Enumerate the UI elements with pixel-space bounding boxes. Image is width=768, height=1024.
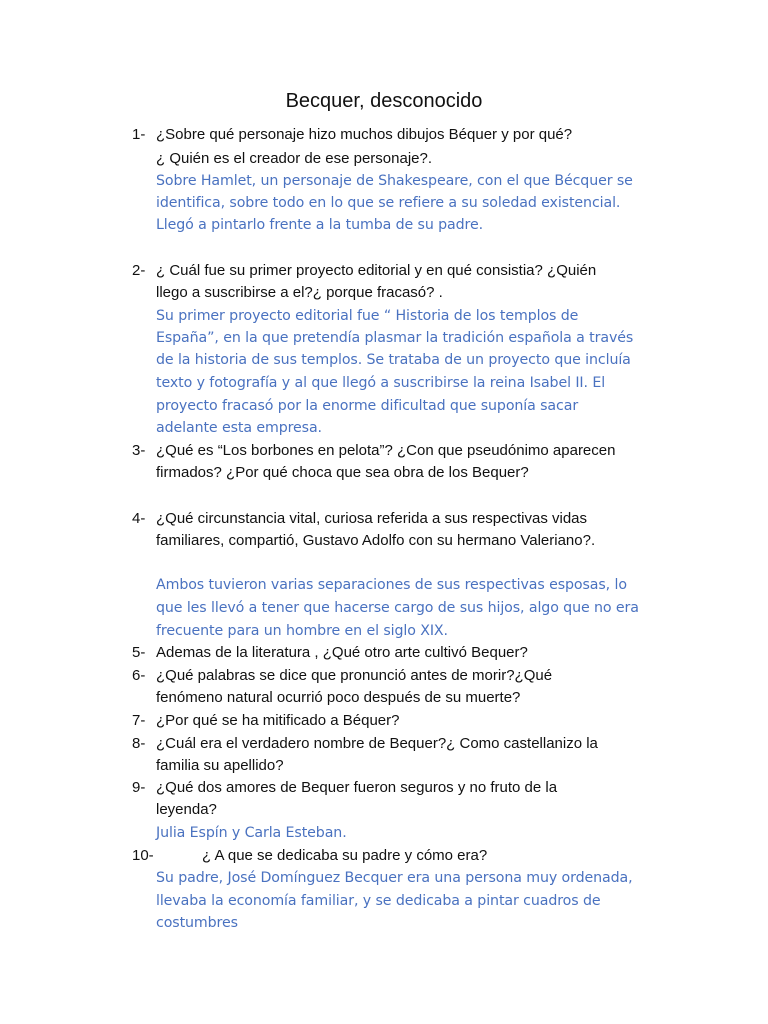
item-number: 3-: [132, 442, 146, 459]
question-line: ¿ Cuál fue su primer proyecto editorial y en qué consistia? ¿Quién: [156, 262, 597, 279]
question-line: ¿ A que se dedicaba su padre y cómo era?: [202, 847, 488, 864]
answer-line: texto y fotografía y al que llegó a suscribirse la reina Isabel II. El: [156, 375, 606, 391]
answer-line: frecuente para un hombre en el siglo XIX.: [156, 623, 448, 639]
answer-line: Su primer proyecto editorial fue “ Historia de los templos de: [156, 308, 579, 324]
question-line: familiares, compartió, Gustavo Adolfo con su hermano Valeriano?.: [156, 532, 596, 549]
question-line: ¿Qué dos amores de Bequer fueron seguros y no fruto de la: [156, 779, 558, 796]
question-line: ¿Por qué se ha mitificado a Béquer?: [156, 712, 400, 729]
answer-line: costumbres: [156, 915, 238, 931]
answer-line: Sobre Hamlet, un personaje de Shakespeare, con el que Bécquer se: [156, 173, 633, 189]
answer-line: Su padre, José Domínguez Becquer era una persona muy ordenada,: [156, 870, 633, 886]
question-line: leyenda?: [156, 801, 217, 818]
item-number: 7-: [132, 712, 146, 729]
item-number: 2-: [132, 262, 146, 279]
answer-line: Ambos tuvieron varias separaciones de sus respectivas esposas, lo: [156, 577, 627, 593]
answer-line: que les llevó a tener que hacerse cargo de sus hijos, algo que no era: [156, 600, 639, 616]
question-line: ¿Cuál era el verdadero nombre de Bequer?¿ Como castellanizo la: [156, 735, 598, 752]
question-line: ¿Qué palabras se dice que pronunció antes de morir?¿Qué: [156, 667, 553, 684]
question-line: ¿Qué es “Los borbones en pelota”? ¿Con que pseudónimo aparecen: [156, 442, 616, 459]
answer-line: Llegó a pintarlo frente a la tumba de su padre.: [156, 217, 484, 233]
item-number: 9-: [132, 779, 146, 796]
answer-line: España”, en la que pretendía plasmar la tradición española a través: [156, 330, 634, 346]
question-line: fenómeno natural ocurrió poco después de su muerte?: [156, 689, 521, 706]
answer-line: Julia Espín y Carla Esteban.: [156, 825, 347, 841]
question-line: ¿Qué circunstancia vital, curiosa referida a sus respectivas vidas: [156, 510, 588, 527]
answer-line: de la historia de sus templos. Se trataba de un proyecto que incluía: [156, 352, 631, 368]
item-number: 8-: [132, 735, 146, 752]
item-number: 10-: [132, 847, 154, 864]
document-title: Becquer, desconocido: [285, 90, 483, 112]
item-number: 6-: [132, 667, 146, 684]
answer-line: proyecto fracasó por la enorme dificultad que suponía sacar: [156, 398, 579, 414]
answer-line: identifica, sobre todo en lo que se refiere a su soledad existencial.: [156, 195, 621, 211]
item-number: 4-: [132, 510, 146, 527]
question-line: llego a suscribirse a el?¿ porque fracasó? .: [156, 284, 443, 301]
item-number: 1-: [132, 126, 146, 143]
question-line: Ademas de la literatura , ¿Qué otro arte cultivó Bequer?: [156, 644, 528, 661]
question-line: firmados? ¿Por qué choca que sea obra de los Bequer?: [156, 464, 529, 481]
question-line: ¿Sobre qué personaje hizo muchos dibujos Béquer y por qué?: [156, 126, 573, 143]
answer-line: adelante esta empresa.: [156, 420, 322, 436]
item-number: 5-: [132, 644, 146, 661]
question-line: familia su apellido?: [156, 757, 284, 774]
answer-line: llevaba la economía familiar, y se dedicaba a pintar cuadros de: [156, 893, 601, 909]
question-line: ¿ Quién es el creador de ese personaje?.: [156, 150, 432, 167]
